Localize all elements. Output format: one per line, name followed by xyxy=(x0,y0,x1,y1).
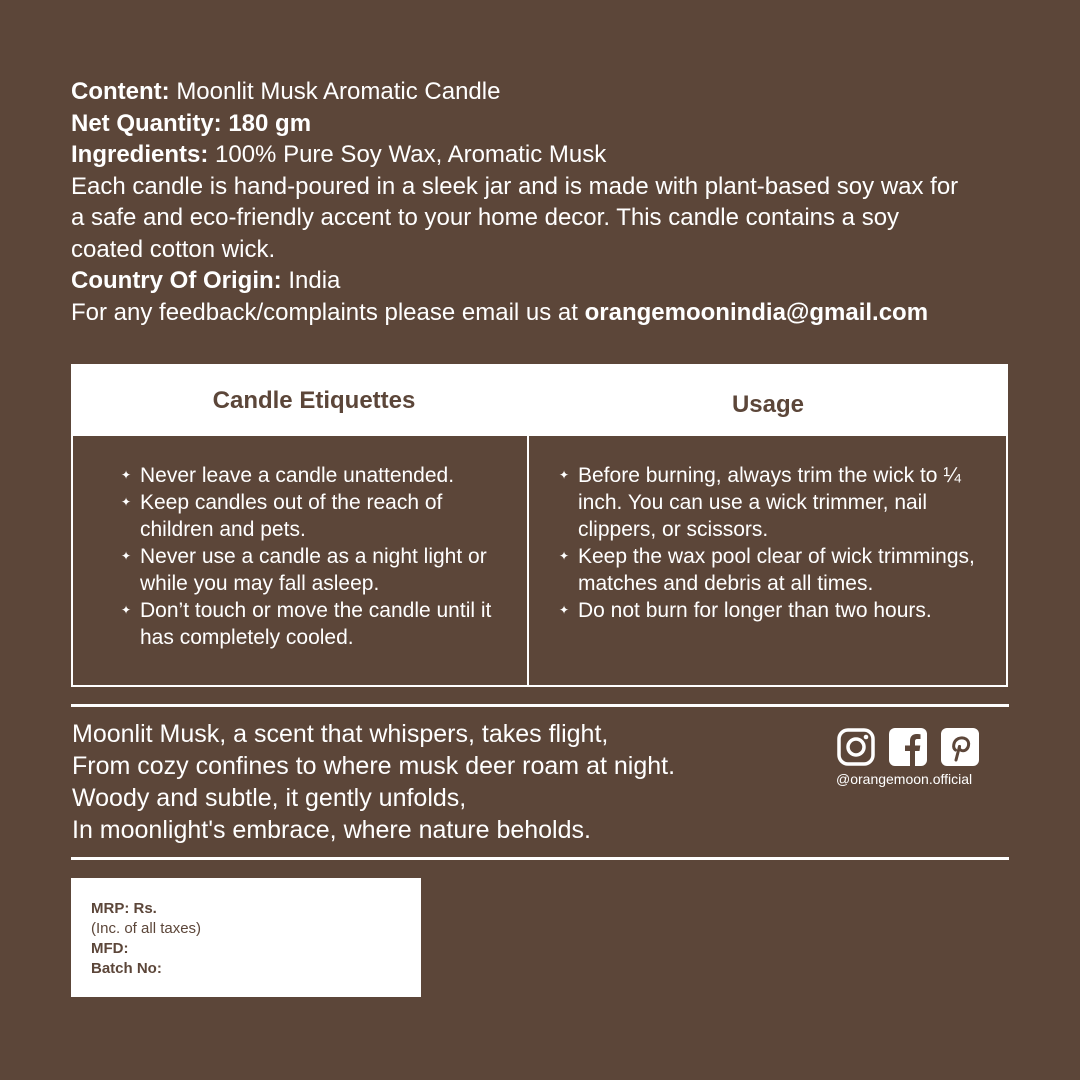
social-handle[interactable]: @orangemoon.official xyxy=(836,771,973,787)
poem-line: In moonlight's embrace, where nature beholds. xyxy=(72,816,591,844)
feedback-text: For any feedback/complaints please email us at xyxy=(71,298,578,326)
usage-title: Usage xyxy=(731,391,805,418)
mrp-label-box xyxy=(71,878,421,997)
taxes-note: (Inc. of all taxes) xyxy=(91,920,202,937)
list-item-text: Don’t touch or move the candle until it has completely cooled. xyxy=(140,599,492,649)
divider-top xyxy=(71,704,1009,707)
etiquettes-list xyxy=(119,462,519,651)
column-divider xyxy=(527,436,529,687)
product-info xyxy=(71,76,1011,328)
ingredients-label: Ingredients: xyxy=(71,141,209,168)
list-item xyxy=(119,597,519,651)
divider-bottom xyxy=(71,857,1009,860)
etiquettes-title: Candle Etiquettes xyxy=(212,387,416,414)
list-item-text: Keep the wax pool clear of wick trimmings, matches and debris at all times. xyxy=(578,545,975,595)
social-links xyxy=(836,727,986,787)
bullet-star-icon: ✦ xyxy=(121,495,132,509)
ingredients-line xyxy=(71,139,1011,171)
mfd-label: MFD: xyxy=(91,940,129,957)
batch-label: Batch No: xyxy=(91,960,162,977)
bullet-star-icon: ✦ xyxy=(121,468,132,482)
poem-line: Woody and subtle, it gently unfolds, xyxy=(72,784,467,812)
origin-line xyxy=(71,265,1011,297)
content-value: Moonlit Musk Aromatic Candle xyxy=(176,78,501,105)
list-item xyxy=(557,597,997,624)
bullet-star-icon: ✦ xyxy=(559,549,570,563)
facebook-icon[interactable] xyxy=(888,727,928,767)
content-line xyxy=(71,76,1011,108)
net-quantity: Net Quantity: 180 gm xyxy=(71,109,312,137)
origin-label: Country Of Origin: xyxy=(71,267,282,294)
feedback-line xyxy=(71,297,1011,329)
poem-line: Moonlit Musk, a scent that whispers, takes flight, xyxy=(72,720,609,748)
usage-list xyxy=(557,462,997,624)
usage-column xyxy=(557,462,997,624)
bullet-star-icon: ✦ xyxy=(121,549,132,563)
list-item xyxy=(119,543,519,597)
list-item xyxy=(557,543,997,597)
list-item xyxy=(119,462,519,489)
list-item xyxy=(119,489,519,543)
instagram-icon[interactable] xyxy=(836,727,876,767)
net-quantity-line xyxy=(71,108,1011,140)
table-header xyxy=(73,366,1006,436)
mrp-label: MRP: Rs. xyxy=(91,900,157,917)
pinterest-icon[interactable] xyxy=(940,727,980,767)
bullet-star-icon: ✦ xyxy=(559,603,570,617)
poem xyxy=(72,718,792,846)
description: Each candle is hand-poured in a sleek jar and is made with plant-based soy wax for a safe and eco-friendly accent to your home decor. This candle contains a soy coated cotton wick. xyxy=(71,172,959,263)
bullet-star-icon: ✦ xyxy=(559,468,570,482)
ingredients-value: 100% Pure Soy Wax, Aromatic Musk xyxy=(215,141,607,168)
list-item-text: Never use a candle as a night light or while you may fall asleep. xyxy=(140,545,487,595)
list-item-text: Keep candles out of the reach of children and pets. xyxy=(140,491,443,541)
poem-line: From cozy confines to where musk deer roam at night. xyxy=(72,752,676,780)
origin-value: India xyxy=(288,267,341,294)
list-item xyxy=(557,462,997,543)
social-icons xyxy=(836,727,986,767)
email-link[interactable]: orangemoonindia@gmail.com xyxy=(584,298,929,326)
care-table xyxy=(71,364,1008,687)
content-label: Content: xyxy=(71,78,170,105)
list-item-text: Never leave a candle unattended. xyxy=(140,464,455,487)
list-item-text: Do not burn for longer than two hours. xyxy=(578,599,932,622)
bullet-star-icon: ✦ xyxy=(121,603,132,617)
etiquettes-column xyxy=(119,462,519,651)
list-item-text: Before burning, always trim the wick to ¼ inch. You can use a wick trimmer, nail clippers, or scissors. xyxy=(578,464,961,541)
